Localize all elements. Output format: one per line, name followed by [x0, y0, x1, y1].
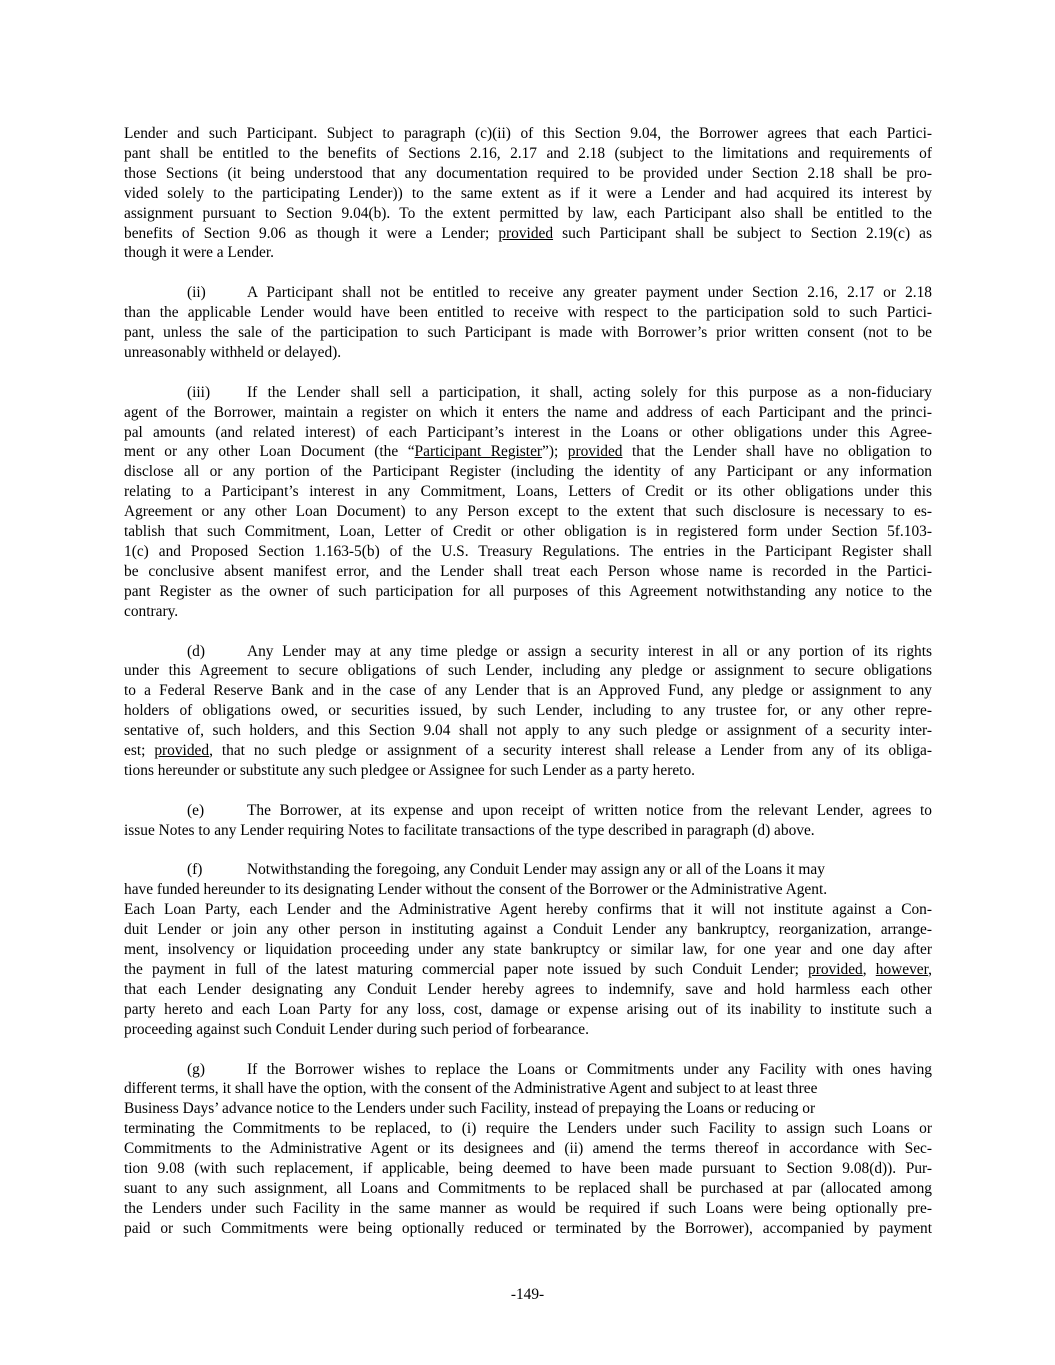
text-line: unreasonably withheld or delayed).	[124, 343, 342, 361]
text-line: holders of obligations owed, or securities issued, by such Lender, including to any trustee for, or any other repre-	[124, 702, 932, 720]
text-line: disclose all or any portion of the Participant Register (including the identity of any Participant or any information	[124, 463, 932, 481]
text-line: those Sections (it being understood that any documentation required to be provided under Section 2.18 shall be pro-	[124, 164, 932, 182]
paragraph-label: (d)	[187, 642, 205, 660]
text-line: party hereto and each Loan Party for any loss, cost, damage or expense arising out of its inability to institute such a	[124, 1000, 932, 1018]
text-line: paid or such Commitments were being optionally reduced or terminated by the Borrower), accompanied by payment	[124, 1219, 932, 1237]
text-line: Business Days’ advance notice to the Lenders under such Facility, instead of prepaying the Loans or reducing or	[124, 1100, 816, 1118]
text-line: tablish that such Commitment, Loan, Letter of Credit or other obligation is in registered form under Section 5f.103-	[124, 523, 932, 541]
text-line: pant shall be entitled to the benefits of Sections 2.16, 2.17 and 2.18 (subject to the limitations and requirements of	[124, 144, 932, 162]
text-line: proceeding against such Conduit Lender during such period of forbearance.	[124, 1020, 589, 1038]
text-line: tion 9.08 (with such replacement, if applicable, being deemed to have been made pursuant to Section 9.08(d)). Pur-	[124, 1160, 932, 1178]
however-term: however	[875, 960, 929, 978]
paragraph-continuation	[124, 124, 932, 263]
text-line: though it were a Lender.	[124, 244, 275, 262]
paragraph-label: (e)	[187, 801, 205, 819]
provided-term: provided	[498, 224, 554, 242]
text-line: under this Agreement to secure obligations of such Lender, including any pledge or assignment to secure obligations	[124, 662, 932, 680]
text-line: benefits of Section 9.06 as though it were a Lender; provided such Participant shall be subject to Section 2.19(c) as	[124, 224, 932, 242]
text-line: Each Loan Party, each Lender and the Administrative Agent hereby confirms that it will not institute against a Con-	[124, 901, 932, 919]
text-line: to a Federal Reserve Bank and in the case of any Lender that is an Approved Fund, any pledge or assignment to any	[124, 682, 932, 700]
paragraph-iii	[124, 383, 932, 622]
provided-term: provided	[154, 742, 210, 760]
paragraph-f	[124, 860, 932, 1039]
paragraph-label: (ii)	[187, 284, 206, 302]
text-line: relating to a Participant’s interest in any Commitment, Loans, Letters of Credit or its other obligations under this	[124, 483, 932, 501]
text-line: 1(c) and Proposed Section 1.163-5(b) of the U.S. Treasury Regulations. The entries in the Participant Register shall	[124, 543, 932, 560]
text-line: (ii) A Participant shall not be entitled to receive any greater payment under Section 2.16, 2.17 or 2.18	[187, 284, 932, 302]
paragraph-e	[124, 801, 932, 841]
text-line: (d) Any Lender may at any time pledge or assign a security interest in all or any portion of its rights	[187, 642, 932, 660]
page-number: -149-	[510, 1286, 545, 1303]
text-line: ment or any other Loan Document (the “Participant Register”); provided that the Lender shall have no obligation to	[124, 443, 932, 461]
text-line: ment, insolvency or liquidation proceeding under any state bankruptcy or similar law, for one year and one day after	[124, 941, 932, 959]
text-line: pant Register as the owner of such participation for all purposes of this Agreement notwithstanding any notice to the	[124, 582, 932, 600]
text-line: duit Lender or join any other person in instituting against a Conduit Lender any bankruptcy, reorganization, arrange-	[124, 921, 932, 939]
text-line: (e) The Borrower, at its expense and upon receipt of written notice from the relevant Lender, agrees to	[187, 801, 932, 819]
text-line: have funded hereunder to its designating Lender without the consent of the Borrower or the Administrative Agent.	[124, 881, 828, 899]
text-line: than the applicable Lender would have been entitled to receive with respect to the participation sold to such Partici-	[124, 304, 932, 322]
paragraph-label: (f)	[187, 861, 203, 879]
text-line: vided solely to the participating Lender)) to the same extent as if it were a Lender and had acquired its interest by	[124, 184, 932, 202]
text-line: contrary.	[124, 602, 179, 620]
text-line: agent of the Borrower, maintain a register on which it enters the name and address of each Participant and the princi-	[124, 403, 932, 421]
document-page	[124, 124, 932, 1259]
text-line: Commitments to the Administrative Agent or its designees and (ii) amend the terms thereof in accordance with Sec-	[124, 1140, 932, 1158]
paragraph-ii	[124, 283, 932, 363]
text-line: pal amounts (and related interest) of each Participant’s interest in the Loans or other obligations under this Agree-	[124, 423, 932, 441]
text-line: (iii) If the Lender shall sell a participation, it shall, acting solely for this purpose as a non-fiduciary	[187, 383, 932, 401]
participant-register-term: Participant Register	[414, 443, 543, 461]
text-line: the payment in full of the latest maturing commercial paper note issued by such Conduit Lender; provided, however,	[124, 960, 932, 978]
text-line: Lender and such Participant. Subject to paragraph (c)(ii) of this Section 9.04, the Borrower agrees that each Partici-	[124, 125, 932, 142]
paragraph-label: (g)	[187, 1060, 205, 1078]
text-line: est; provided, that no such pledge or assignment of a security interest shall release a Lender from any of its obliga-	[124, 742, 932, 760]
provided-term: provided	[567, 443, 623, 461]
text-line: terminating the Commitments to be replaced, to (i) require the Lenders under such Facility to assign such Loans or	[124, 1120, 932, 1138]
text-line: the Lenders under such Facility in the same manner as would be required if such Loans were being optionally pre-	[124, 1199, 932, 1217]
text-line: Agreement or any other Loan Document) to any Person except to the extent that such disclosure is necessary to es-	[124, 503, 932, 521]
text-line: that each Lender designating any Conduit Lender hereby agrees to indemnify, save and hold harmless each other	[124, 980, 932, 998]
text-line: assignment pursuant to Section 9.04(b). To the extent permitted by law, each Participant also shall be entitled to the	[124, 204, 932, 222]
text-line: suant to any such assignment, all Loans and Commitments to be replaced shall be purchased at par (allocated among	[124, 1179, 932, 1197]
paragraph-g	[124, 1060, 932, 1239]
text-line: be conclusive absent manifest error, and the Lender shall treat each Person whose name is recorded in the Partici-	[124, 562, 932, 580]
text-line: tions hereunder or substitute any such pledgee or Assignee for such Lender as a party hereto.	[124, 761, 695, 779]
paragraph-d	[124, 642, 932, 781]
text-line: different terms, it shall have the option, with the consent of the Administrative Agent and subject to at least three	[124, 1080, 818, 1098]
paragraph-label: (iii)	[187, 383, 211, 401]
text-line: issue Notes to any Lender requiring Notes to facilitate transactions of the type described in paragraph (d) above.	[124, 821, 815, 839]
text-line: sentative of, such holders, and this Section 9.04 shall not apply to any such pledge or assignment of a security inter-	[124, 722, 932, 740]
provided-term: provided	[808, 960, 863, 978]
text-line: (f) Notwithstanding the foregoing, any Conduit Lender may assign any or all of the Loans it may	[187, 861, 825, 879]
text-line: (g) If the Borrower wishes to replace the Loans or Commitments under any Facility with ones having	[187, 1060, 932, 1078]
text-line: pant, unless the sale of the participation to such Participant is made with Borrower’s prior written consent (not to be	[124, 324, 932, 342]
